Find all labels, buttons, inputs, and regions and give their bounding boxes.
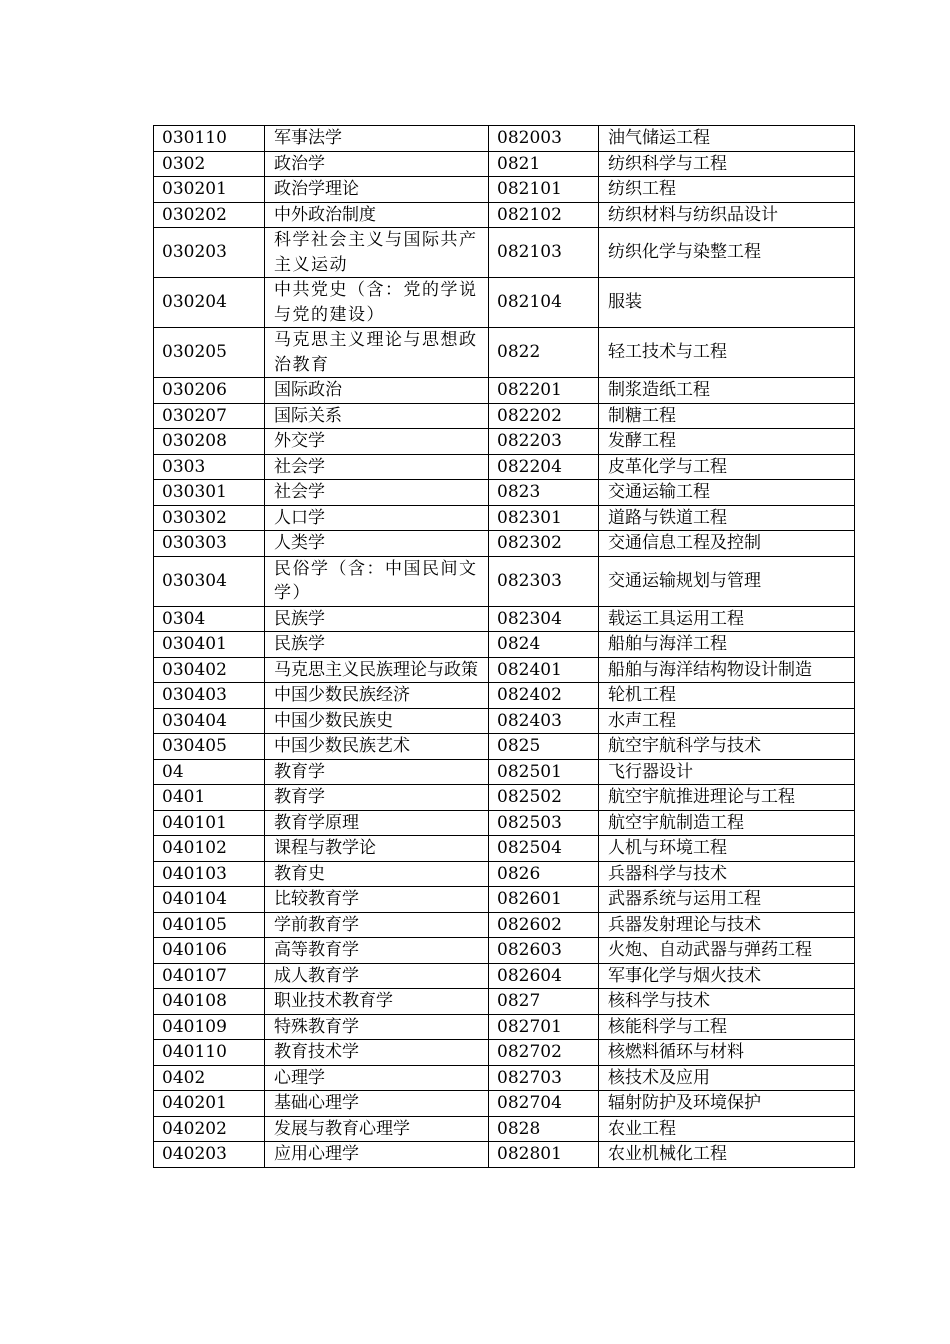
left-code-cell: 040110 [154, 1040, 265, 1066]
right-name-cell: 交通信息工程及控制 [599, 531, 855, 557]
left-name-cell: 民俗学（含：中国民间文学） [265, 556, 489, 606]
right-code-cell: 0828 [489, 1116, 599, 1142]
right-name-cell: 制浆造纸工程 [599, 378, 855, 404]
right-name-cell: 航空宇航制造工程 [599, 810, 855, 836]
left-code-cell: 0401 [154, 785, 265, 811]
left-code-cell: 030401 [154, 632, 265, 658]
right-name-cell: 船舶与海洋工程 [599, 632, 855, 658]
right-name-cell: 纺织材料与纺织品设计 [599, 202, 855, 228]
right-code-cell: 082402 [489, 683, 599, 709]
left-code-cell: 04 [154, 759, 265, 785]
table-row [154, 912, 855, 938]
table-row [154, 1142, 855, 1168]
left-name-cell: 发展与教育心理学 [265, 1116, 489, 1142]
left-name-cell: 中外政治制度 [265, 202, 489, 228]
right-code-cell: 0825 [489, 734, 599, 760]
table-row [154, 1014, 855, 1040]
right-code-cell: 082204 [489, 454, 599, 480]
right-name-cell: 兵器科学与技术 [599, 861, 855, 887]
right-name-cell: 水声工程 [599, 708, 855, 734]
right-code-cell: 082303 [489, 556, 599, 606]
right-code-cell: 082602 [489, 912, 599, 938]
right-name-cell: 航空宇航推进理论与工程 [599, 785, 855, 811]
table-row [154, 734, 855, 760]
left-name-cell: 教育技术学 [265, 1040, 489, 1066]
left-name-cell: 心理学 [265, 1065, 489, 1091]
left-name-cell: 政治学理论 [265, 177, 489, 203]
right-code-cell: 082604 [489, 963, 599, 989]
left-name-cell: 高等教育学 [265, 938, 489, 964]
right-name-cell: 船舶与海洋结构物设计制造 [599, 657, 855, 683]
left-code-cell: 0402 [154, 1065, 265, 1091]
right-code-cell: 082103 [489, 228, 599, 278]
table-row [154, 861, 855, 887]
left-code-cell: 040109 [154, 1014, 265, 1040]
table-row [154, 759, 855, 785]
table-row [154, 938, 855, 964]
right-name-cell: 核科学与技术 [599, 989, 855, 1015]
left-name-cell: 比较教育学 [265, 887, 489, 913]
table-row [154, 228, 855, 278]
left-name-cell: 民族学 [265, 606, 489, 632]
left-code-cell: 040108 [154, 989, 265, 1015]
left-code-cell: 0303 [154, 454, 265, 480]
right-name-cell: 航空宇航科学与技术 [599, 734, 855, 760]
right-code-cell: 082603 [489, 938, 599, 964]
right-name-cell: 纺织化学与染整工程 [599, 228, 855, 278]
right-code-cell: 082201 [489, 378, 599, 404]
left-name-cell: 马克思主义民族理论与政策 [265, 657, 489, 683]
left-name-cell: 社会学 [265, 480, 489, 506]
left-code-cell: 030110 [154, 126, 265, 152]
right-code-cell: 082003 [489, 126, 599, 152]
table-row [154, 177, 855, 203]
left-code-cell: 040107 [154, 963, 265, 989]
right-name-cell: 油气储运工程 [599, 126, 855, 152]
left-code-cell: 030303 [154, 531, 265, 557]
left-name-cell: 课程与教学论 [265, 836, 489, 862]
table-row [154, 810, 855, 836]
left-code-cell: 030302 [154, 505, 265, 531]
left-code-cell: 040104 [154, 887, 265, 913]
left-code-cell: 030206 [154, 378, 265, 404]
right-name-cell: 交通运输规划与管理 [599, 556, 855, 606]
right-name-cell: 军事化学与烟火技术 [599, 963, 855, 989]
table-row [154, 1040, 855, 1066]
table-row [154, 278, 855, 328]
right-name-cell: 火炮、自动武器与弹药工程 [599, 938, 855, 964]
right-code-cell: 0823 [489, 480, 599, 506]
right-code-cell: 082801 [489, 1142, 599, 1168]
left-code-cell: 030205 [154, 328, 265, 378]
right-code-cell: 082403 [489, 708, 599, 734]
left-code-cell: 040106 [154, 938, 265, 964]
right-code-cell: 082202 [489, 403, 599, 429]
left-name-cell: 社会学 [265, 454, 489, 480]
left-code-cell: 030404 [154, 708, 265, 734]
left-code-cell: 030301 [154, 480, 265, 506]
right-code-cell: 082702 [489, 1040, 599, 1066]
left-code-cell: 040103 [154, 861, 265, 887]
left-name-cell: 教育学原理 [265, 810, 489, 836]
left-name-cell: 国际关系 [265, 403, 489, 429]
right-name-cell: 人机与环境工程 [599, 836, 855, 862]
left-code-cell: 040105 [154, 912, 265, 938]
right-name-cell: 纺织工程 [599, 177, 855, 203]
left-name-cell: 教育史 [265, 861, 489, 887]
left-name-cell: 教育学 [265, 759, 489, 785]
right-name-cell: 核技术及应用 [599, 1065, 855, 1091]
right-code-cell: 082601 [489, 887, 599, 913]
right-code-cell: 082304 [489, 606, 599, 632]
table-row [154, 1116, 855, 1142]
right-code-cell: 082703 [489, 1065, 599, 1091]
left-name-cell: 教育学 [265, 785, 489, 811]
left-name-cell: 基础心理学 [265, 1091, 489, 1117]
table-row [154, 1065, 855, 1091]
discipline-code-table [153, 125, 855, 1168]
table-row [154, 151, 855, 177]
right-name-cell: 武器系统与运用工程 [599, 887, 855, 913]
left-code-cell: 030405 [154, 734, 265, 760]
left-name-cell: 政治学 [265, 151, 489, 177]
right-code-cell: 082504 [489, 836, 599, 862]
right-name-cell: 农业工程 [599, 1116, 855, 1142]
right-name-cell: 皮革化学与工程 [599, 454, 855, 480]
left-code-cell: 030403 [154, 683, 265, 709]
right-code-cell: 082301 [489, 505, 599, 531]
table-row [154, 480, 855, 506]
table-row [154, 708, 855, 734]
table-row [154, 429, 855, 455]
right-code-cell: 0826 [489, 861, 599, 887]
table-body [154, 126, 855, 1168]
right-name-cell: 服装 [599, 278, 855, 328]
left-name-cell: 科学社会主义与国际共产主义运动 [265, 228, 489, 278]
left-code-cell: 030304 [154, 556, 265, 606]
right-code-cell: 082704 [489, 1091, 599, 1117]
table-row [154, 632, 855, 658]
table-row [154, 505, 855, 531]
left-name-cell: 中国少数民族艺术 [265, 734, 489, 760]
table-row [154, 202, 855, 228]
right-name-cell: 道路与铁道工程 [599, 505, 855, 531]
left-code-cell: 030208 [154, 429, 265, 455]
table-row [154, 657, 855, 683]
right-name-cell: 兵器发射理论与技术 [599, 912, 855, 938]
left-name-cell: 特殊教育学 [265, 1014, 489, 1040]
table-row [154, 556, 855, 606]
right-name-cell: 核燃料循环与材料 [599, 1040, 855, 1066]
left-name-cell: 中国少数民族经济 [265, 683, 489, 709]
table-row [154, 378, 855, 404]
left-code-cell: 0304 [154, 606, 265, 632]
table-row [154, 683, 855, 709]
right-name-cell: 制糖工程 [599, 403, 855, 429]
table-row [154, 531, 855, 557]
right-code-cell: 082302 [489, 531, 599, 557]
left-code-cell: 030402 [154, 657, 265, 683]
right-name-cell: 轻工技术与工程 [599, 328, 855, 378]
table-row [154, 785, 855, 811]
table-row [154, 403, 855, 429]
left-code-cell: 030203 [154, 228, 265, 278]
left-code-cell: 040202 [154, 1116, 265, 1142]
left-code-cell: 030204 [154, 278, 265, 328]
right-code-cell: 0824 [489, 632, 599, 658]
right-name-cell: 轮机工程 [599, 683, 855, 709]
right-code-cell: 082101 [489, 177, 599, 203]
left-name-cell: 外交学 [265, 429, 489, 455]
table-row [154, 126, 855, 152]
right-code-cell: 082401 [489, 657, 599, 683]
right-code-cell: 0827 [489, 989, 599, 1015]
left-name-cell: 中国少数民族史 [265, 708, 489, 734]
right-name-cell: 纺织科学与工程 [599, 151, 855, 177]
right-code-cell: 0821 [489, 151, 599, 177]
right-name-cell: 载运工具运用工程 [599, 606, 855, 632]
left-code-cell: 0302 [154, 151, 265, 177]
table-row [154, 963, 855, 989]
left-name-cell: 人口学 [265, 505, 489, 531]
right-code-cell: 082701 [489, 1014, 599, 1040]
left-name-cell: 中共党史（含：党的学说与党的建设） [265, 278, 489, 328]
right-name-cell: 飞行器设计 [599, 759, 855, 785]
table-row [154, 454, 855, 480]
left-code-cell: 040201 [154, 1091, 265, 1117]
right-code-cell: 082203 [489, 429, 599, 455]
left-code-cell: 030207 [154, 403, 265, 429]
right-name-cell: 发酵工程 [599, 429, 855, 455]
left-name-cell: 学前教育学 [265, 912, 489, 938]
right-code-cell: 082503 [489, 810, 599, 836]
right-name-cell: 辐射防护及环境保护 [599, 1091, 855, 1117]
right-name-cell: 核能科学与工程 [599, 1014, 855, 1040]
right-code-cell: 082102 [489, 202, 599, 228]
left-name-cell: 国际政治 [265, 378, 489, 404]
right-code-cell: 0822 [489, 328, 599, 378]
left-name-cell: 成人教育学 [265, 963, 489, 989]
left-name-cell: 军事法学 [265, 126, 489, 152]
right-name-cell: 农业机械化工程 [599, 1142, 855, 1168]
left-name-cell: 人类学 [265, 531, 489, 557]
left-code-cell: 030201 [154, 177, 265, 203]
left-name-cell: 马克思主义理论与思想政治教育 [265, 328, 489, 378]
table-row [154, 887, 855, 913]
right-code-cell: 082104 [489, 278, 599, 328]
left-code-cell: 030202 [154, 202, 265, 228]
left-name-cell: 职业技术教育学 [265, 989, 489, 1015]
table-row [154, 1091, 855, 1117]
table-row [154, 989, 855, 1015]
table-row [154, 328, 855, 378]
right-name-cell: 交通运输工程 [599, 480, 855, 506]
left-name-cell: 应用心理学 [265, 1142, 489, 1168]
left-name-cell: 民族学 [265, 632, 489, 658]
right-code-cell: 082502 [489, 785, 599, 811]
left-code-cell: 040203 [154, 1142, 265, 1168]
left-code-cell: 040102 [154, 836, 265, 862]
left-code-cell: 040101 [154, 810, 265, 836]
table-row [154, 836, 855, 862]
table-row [154, 606, 855, 632]
right-code-cell: 082501 [489, 759, 599, 785]
